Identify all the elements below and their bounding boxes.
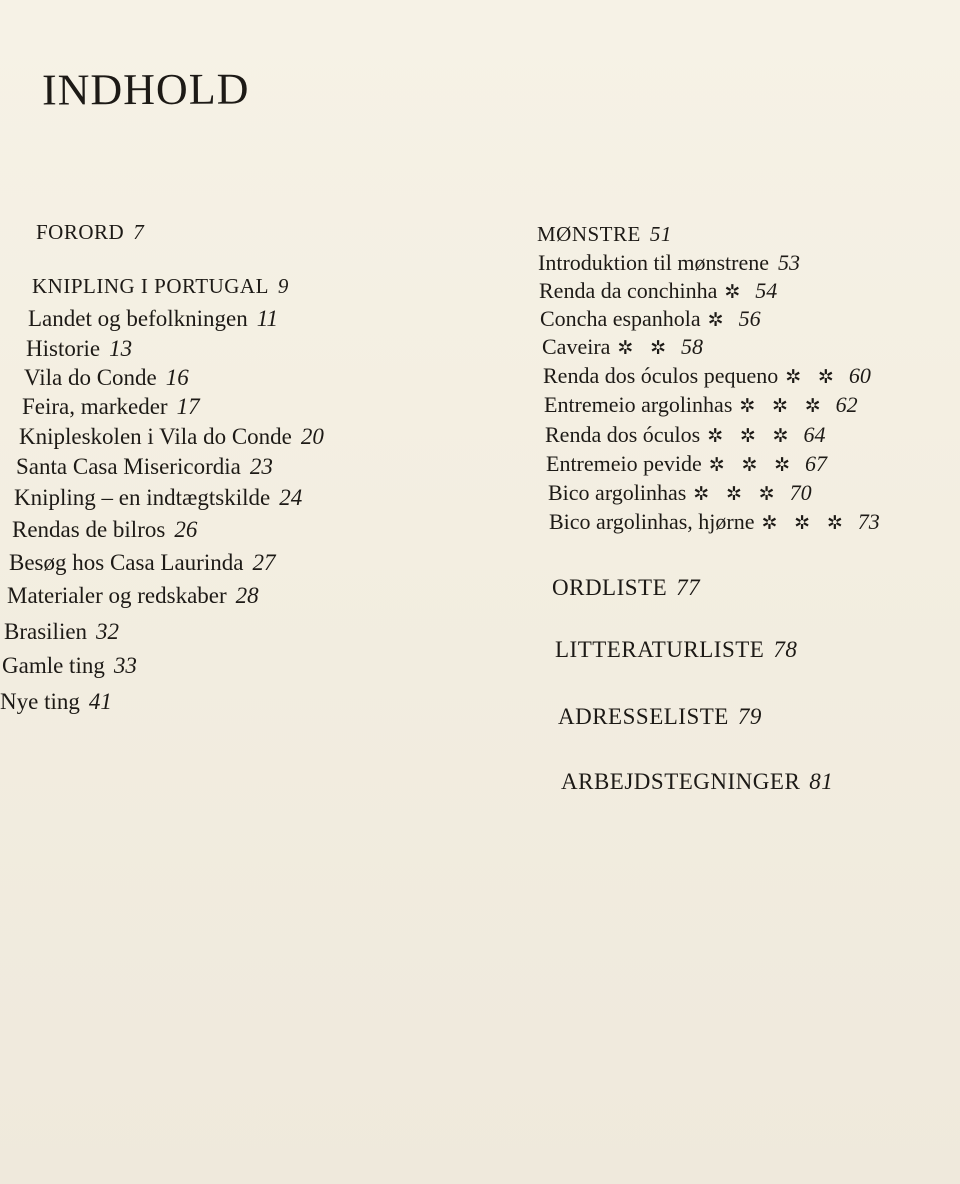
entry-page: 54 [755, 278, 778, 303]
entry-label: Brasilien [4, 619, 88, 644]
difficulty-stars-icon: ✲ ✲ ✲ [761, 513, 849, 534]
toc-entry [7, 584, 259, 607]
entry-label: ARBEJDSTEGNINGER [561, 769, 801, 794]
entry-label: Gamle ting [2, 653, 105, 678]
entry-page: 62 [835, 392, 858, 417]
entry-label: Knipleskolen i Vila do Conde [19, 424, 292, 449]
entry-page: 33 [113, 653, 137, 678]
toc-entry [2, 654, 137, 677]
toc-entry [24, 366, 189, 389]
difficulty-stars-icon: ✲ [724, 282, 747, 303]
entry-page: 28 [235, 583, 259, 608]
toc-entry [0, 690, 112, 713]
toc-entry [546, 453, 827, 475]
entry-label: Introduktion til mønstrene [538, 250, 769, 275]
toc-entry [14, 486, 302, 509]
toc-entry [4, 620, 119, 643]
entry-label: Historie [26, 336, 101, 361]
difficulty-stars-icon: ✲ ✲ ✲ [707, 426, 795, 447]
entry-label: Caveira [542, 334, 611, 359]
toc-entry [552, 576, 700, 599]
entry-label: Concha espanhola [540, 306, 701, 331]
entry-page: 17 [176, 394, 200, 419]
entry-label: ORDLISTE [552, 575, 668, 600]
entry-label: Renda da conchinha [539, 278, 718, 303]
toc-entry [539, 280, 777, 302]
toc-entry [36, 222, 144, 243]
entry-page: 41 [88, 689, 112, 714]
toc-entry [555, 638, 797, 661]
entry-label: Entremeio pevide [546, 451, 702, 476]
entry-page: 77 [676, 575, 701, 600]
toc-entry [16, 455, 273, 478]
toc-entry [549, 511, 880, 533]
entry-label: Knipling – en indtægtskilde [14, 485, 271, 510]
entry-label: MØNSTRE [537, 222, 641, 246]
difficulty-stars-icon: ✲ ✲ ✲ [708, 455, 797, 476]
toc-entry [12, 518, 197, 541]
toc-entry [561, 770, 833, 793]
entry-label: Landet og befolkningen [28, 306, 248, 331]
toc-entry [26, 337, 132, 360]
entry-page: 20 [300, 424, 324, 449]
toc-entry [538, 252, 800, 274]
entry-label: Renda dos óculos pequeno [543, 363, 779, 388]
entry-label: Vila do Conde [24, 365, 157, 390]
toc-entry [545, 424, 825, 446]
entry-label: Santa Casa Misericordia [16, 454, 241, 479]
entry-page: 60 [848, 363, 871, 388]
toc-entry [544, 394, 858, 416]
toc-entry [22, 395, 200, 418]
entry-label: Entremeio argolinhas [544, 392, 733, 417]
page-title: INDHOLD [41, 64, 250, 115]
entry-label: KNIPLING I PORTUGAL [32, 274, 269, 298]
entry-label: Besøg hos Casa Laurinda [9, 550, 244, 575]
entry-label: Bico argolinhas [548, 480, 687, 505]
difficulty-stars-icon: ✲ [707, 310, 730, 331]
entry-page: 23 [249, 454, 273, 479]
entry-page: 53 [777, 250, 800, 275]
entry-page: 24 [279, 485, 303, 510]
toc-entry [542, 336, 703, 358]
entry-label: Feira, markeder [22, 394, 168, 419]
entry-page: 11 [256, 306, 279, 331]
difficulty-stars-icon: ✲ ✲ [785, 367, 840, 388]
difficulty-stars-icon: ✲ ✲ ✲ [739, 396, 827, 417]
entry-page: 26 [174, 517, 198, 542]
entry-page: 67 [805, 451, 828, 476]
toc-entry [543, 365, 871, 387]
entry-page: 9 [277, 274, 289, 298]
toc-entry [9, 551, 275, 574]
entry-page: 81 [809, 769, 834, 794]
entry-label: FORORD [36, 220, 125, 244]
entry-page: 79 [737, 704, 762, 729]
entry-label: LITTERATURLISTE [555, 637, 765, 662]
difficulty-stars-icon: ✲ ✲ [617, 338, 672, 359]
toc-entry [548, 482, 812, 504]
toc-entry [558, 705, 762, 728]
entry-page: 64 [803, 422, 826, 447]
entry-label: Renda dos óculos [545, 422, 701, 447]
entry-page: 51 [649, 222, 672, 246]
entry-page: 16 [165, 365, 189, 390]
toc-entry [32, 276, 289, 297]
entry-page: 32 [96, 619, 120, 644]
toc-entry [28, 307, 278, 330]
entry-label: Materialer og redskaber [7, 583, 227, 608]
toc-entry [537, 224, 672, 245]
entry-page: 70 [789, 480, 812, 505]
entry-label: Nye ting [0, 689, 80, 714]
difficulty-stars-icon: ✲ ✲ ✲ [693, 484, 781, 505]
entry-label: ADRESSELISTE [558, 704, 729, 729]
toc-entry [19, 425, 324, 448]
entry-page: 58 [681, 334, 703, 359]
toc-entry [540, 308, 761, 330]
entry-page: 13 [109, 336, 133, 361]
entry-page: 78 [773, 637, 798, 662]
entry-page: 7 [133, 220, 145, 244]
entry-page: 27 [252, 550, 276, 575]
entry-page: 56 [738, 306, 761, 331]
entry-label: Bico argolinhas, hjørne [549, 509, 755, 534]
entry-page: 73 [857, 509, 880, 534]
entry-label: Rendas de bilros [12, 517, 166, 542]
